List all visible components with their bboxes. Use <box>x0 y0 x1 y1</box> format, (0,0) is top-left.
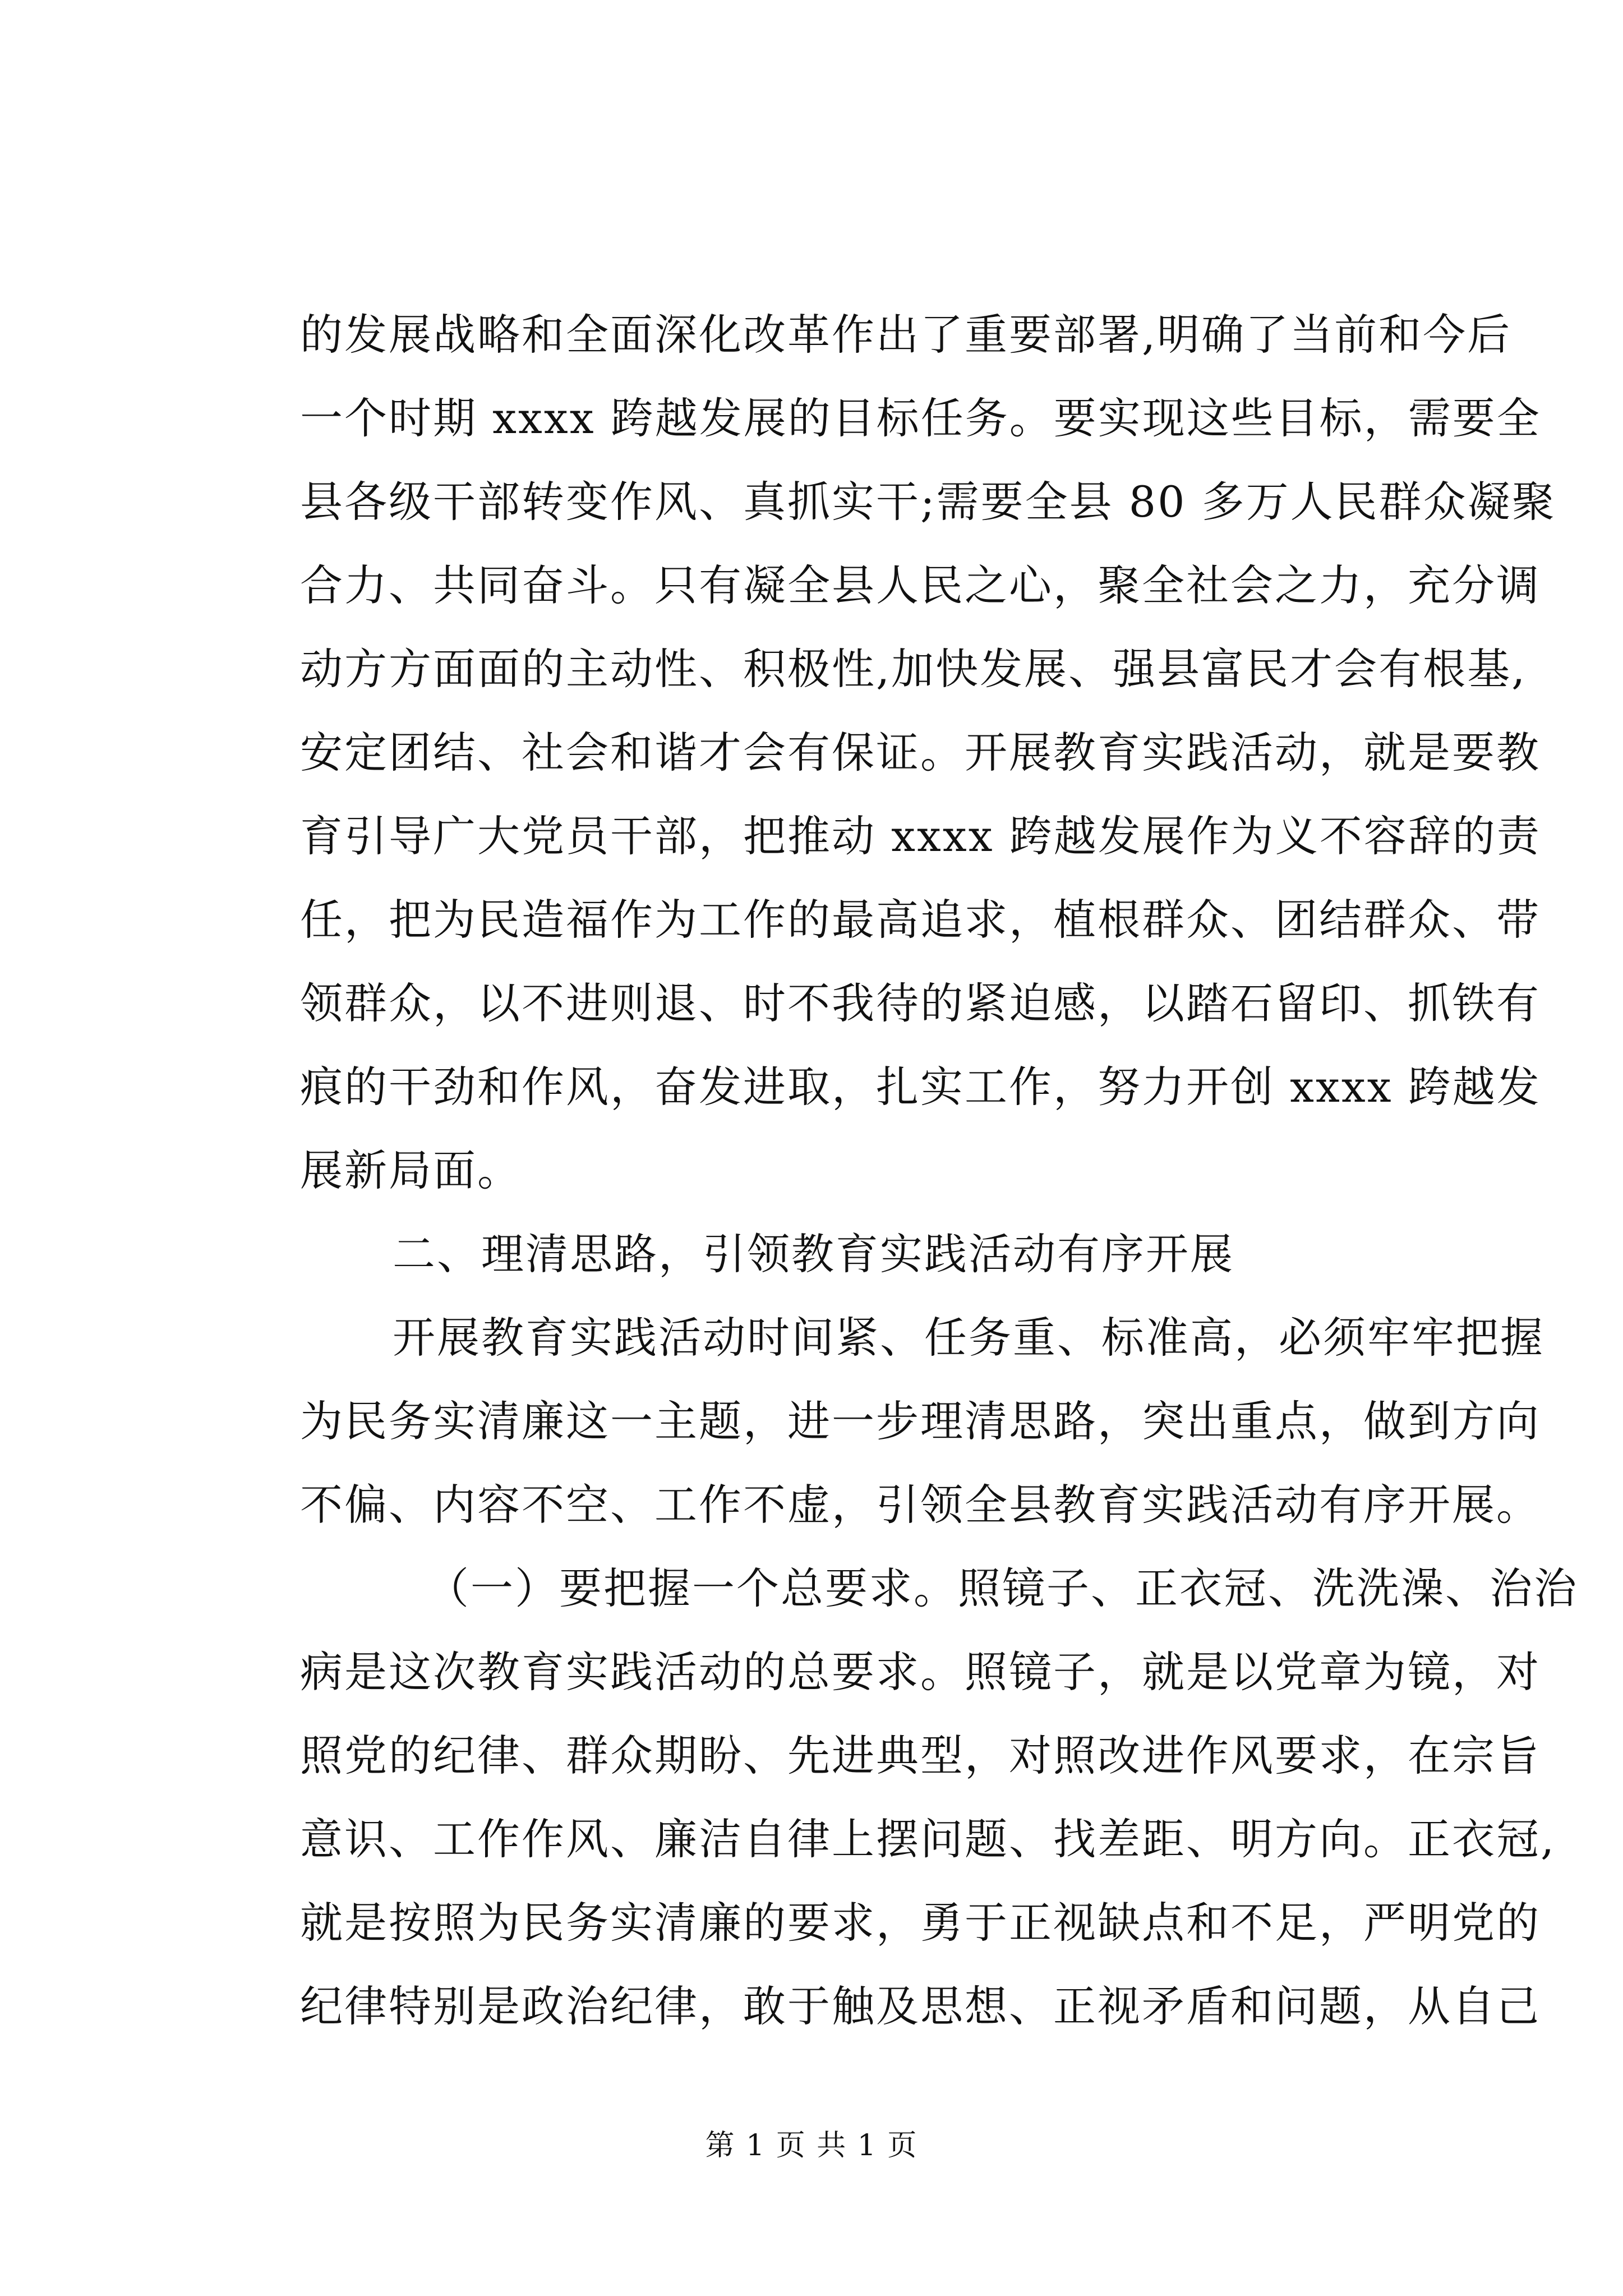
document-body <box>300 293 1578 2048</box>
body-line-4: 合力、共同奋斗。只有凝全县人民之心，聚全社会之力，充分调 <box>300 560 1541 610</box>
page-footer <box>0 2126 1623 2165</box>
body-line-5: 动方方面面的主动性、积极性,加快发展、强县富民才会有根基, <box>300 644 1527 694</box>
body-line-19: 意识、工作作风、廉洁自律上摆问题、找差距、明方向。正衣冠, <box>300 1814 1556 1864</box>
body-line-17: 病是这次教育实践活动的总要求。照镜子，就是以党章为镜，对 <box>300 1647 1541 1697</box>
body-line-15: 不偏、内容不空、工作不虚，引领全县教育实践活动有序开展。 <box>300 1480 1541 1530</box>
body-line-18: 照党的纪律、群众期盼、先进典型，对照改进作风要求，在宗旨 <box>300 1731 1541 1780</box>
body-line-1: 的发展战略和全面深化改革作出了重要部署,明确了当前和今后 <box>300 310 1512 360</box>
section-heading: 二、理清思路，引领教育实践活动有序开展 <box>393 1229 1234 1279</box>
body-line-3: 县各级干部转变作风、真抓实干;需要全县 80 多万人民群众凝聚 <box>300 477 1556 527</box>
body-line-8: 任，把为民造福作为工作的最高追求，植根群众、团结群众、带 <box>300 895 1541 945</box>
body-line-2: 一个时期 xxxx 跨越发展的目标任务。要实现这些目标，需要全 <box>300 393 1541 443</box>
page-number-label: 第 1 页 共 1 页 <box>705 2129 918 2162</box>
body-line-21: 纪律特别是政治纪律，敢于触及思想、正视矛盾和问题，从自己 <box>300 1981 1541 2031</box>
subsection-line: （一）要把握一个总要求。照镜子、正衣冠、洗洗澡、治治 <box>426 1563 1578 1613</box>
body-line-6: 安定团结、社会和谐才会有保证。开展教育实践活动，就是要教 <box>300 728 1541 777</box>
body-line-11: 展新局面。 <box>300 1145 522 1195</box>
body-line-13: 开展教育实践活动时间紧、任务重、标准高，必须牢牢把握 <box>393 1313 1544 1363</box>
body-line-10: 痕的干劲和作风，奋发进取，扎实工作，努力开创 xxxx 跨越发 <box>300 1062 1541 1112</box>
body-line-7: 育引导广大党员干部，把推动 xxxx 跨越发展作为义不容辞的责 <box>300 811 1541 861</box>
body-line-20: 就是按照为民务实清廉的要求，勇于正视缺点和不足，严明党的 <box>300 1898 1541 1948</box>
body-line-9: 领群众，以不进则退、时不我待的紧迫感，以踏石留印、抓铁有 <box>300 978 1541 1028</box>
body-line-14: 为民务实清廉这一主题，进一步理清思路，突出重点，做到方向 <box>300 1396 1541 1446</box>
